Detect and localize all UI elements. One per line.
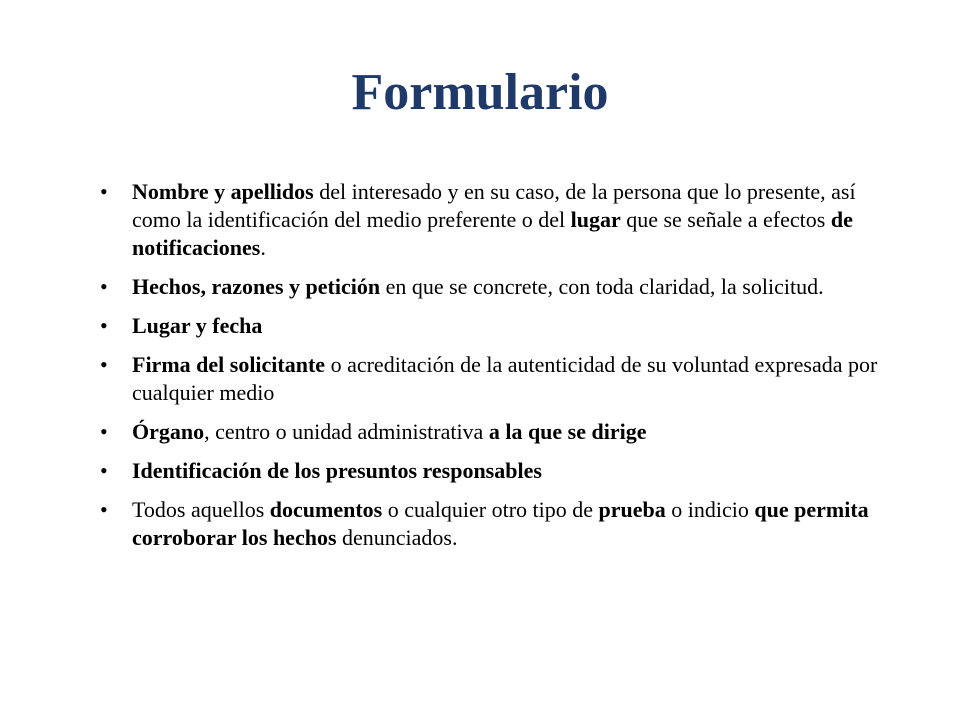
item-text — [132, 179, 856, 260]
text-bold: Lugar y fecha — [132, 313, 263, 338]
bullet-list — [100, 178, 890, 563]
text-normal: en que se concrete, con toda claridad, la solicitud. — [380, 274, 824, 299]
text-bold: documentos — [269, 497, 383, 522]
text-bold: Órgano — [132, 419, 205, 444]
list-item — [100, 312, 890, 340]
text-bold: que permita corroborar los hechos — [132, 497, 869, 550]
text-bold: Identificación de los presuntos responsables — [132, 458, 542, 483]
text-bold: de notificaciones — [132, 207, 853, 260]
bullet-icon: • — [100, 352, 108, 377]
text-bold: lugar — [570, 207, 621, 232]
text-normal: del interesado y en su caso, de la persona que lo presente, así como la identificación del medio preferente o del — [132, 179, 856, 232]
bullet-icon: • — [100, 458, 108, 483]
list-item — [100, 351, 890, 407]
text-bold: prueba — [598, 497, 666, 522]
item-text — [132, 274, 824, 299]
text-normal: o acreditación de la autenticidad de su voluntad expresada por cualquier medio — [132, 352, 878, 405]
item-text — [132, 419, 647, 444]
bullet-icon: • — [100, 313, 108, 338]
text-normal: denunciados. — [336, 525, 458, 550]
item-text — [132, 352, 877, 405]
item-text — [132, 497, 869, 550]
text-normal: . — [260, 235, 266, 260]
slide-title: Formulario — [351, 64, 609, 121]
text-bold: Hechos, razones y petición — [132, 274, 381, 299]
bullet-icon: • — [100, 274, 108, 299]
text-bold: a la que se dirige — [488, 419, 647, 444]
text-normal: que se señale a efectos — [620, 207, 831, 232]
text-bold: Nombre y apellidos — [132, 179, 314, 204]
list-item — [100, 178, 890, 262]
item-text — [132, 458, 542, 483]
text-bold: Firma del solicitante — [132, 352, 326, 377]
text-normal: Todos aquellos — [132, 497, 270, 522]
item-text — [132, 313, 262, 338]
bullet-icon: • — [100, 179, 108, 204]
text-normal: o cualquier otro tipo de — [382, 497, 599, 522]
bullet-icon: • — [100, 497, 108, 522]
list-item — [100, 273, 890, 301]
bullet-icon: • — [100, 419, 108, 444]
text-normal: o indicio — [665, 497, 755, 522]
list-item — [100, 418, 890, 446]
list-item — [100, 457, 890, 485]
list-item — [100, 496, 890, 552]
text-normal: , centro o unidad administrativa — [204, 419, 489, 444]
